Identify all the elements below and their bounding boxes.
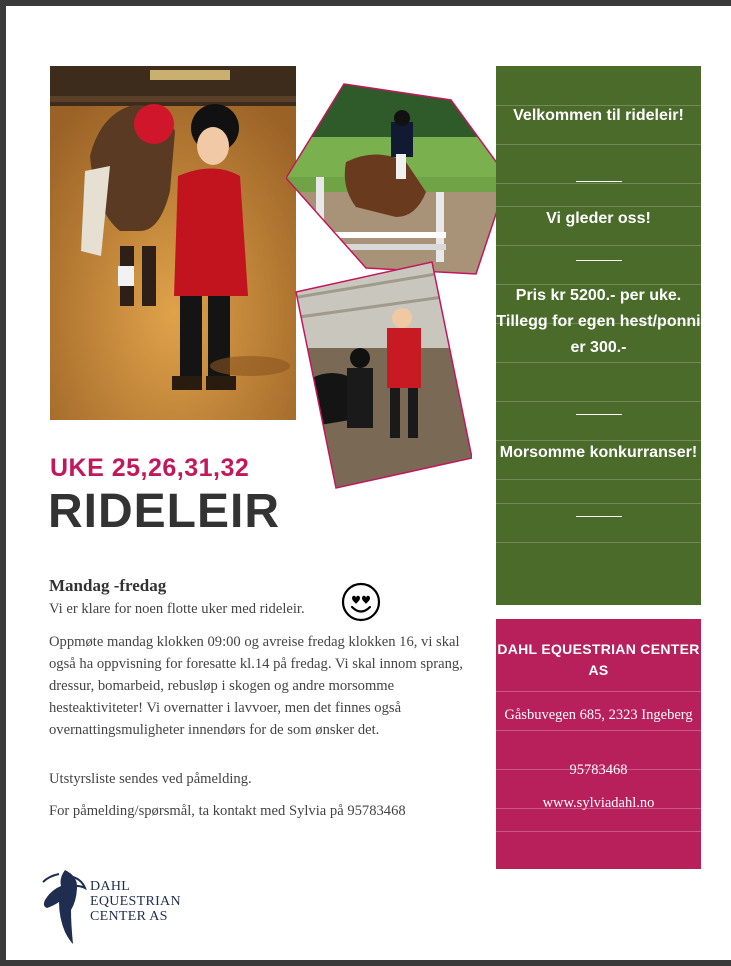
divider-line <box>576 260 622 261</box>
logo-line-2: EQUESTRIAN <box>90 894 181 909</box>
panel-rule <box>496 183 701 184</box>
flyer-page <box>6 6 731 960</box>
panel-rule <box>496 691 701 692</box>
competitions-text: Morsomme konkurranser! <box>499 444 698 461</box>
logo-line-3: CENTER AS <box>90 909 168 924</box>
girl-with-pony-photo <box>50 66 296 420</box>
horse-head-logo-icon <box>39 866 87 946</box>
panel-rule <box>496 503 701 504</box>
company-name: DAHL EQUESTRIAN CENTER AS <box>497 641 700 678</box>
contact-note: For påmelding/spørsmål, ta kontakt med Sylvia på 95783468 <box>49 803 406 819</box>
panel-rule <box>496 730 701 731</box>
phone-number: 95783468 <box>569 762 628 778</box>
divider-line <box>576 181 622 182</box>
logo-line-1: DAHL <box>90 879 131 894</box>
looking-forward-text: Vi gleder oss! <box>546 210 651 227</box>
equipment-note: Utstyrsliste sendes ved påmelding. <box>49 771 252 787</box>
website-link[interactable]: www.sylviadahl.no <box>542 795 655 811</box>
logo-wordmark <box>90 879 181 924</box>
price-text: Pris kr 5200.- per uke. Tillegg for egen hest/ponni er 300.- <box>496 287 701 356</box>
panel-rule <box>496 144 701 145</box>
welcome-text: Velkommen til rideleir! <box>513 107 684 124</box>
indoor-arena-photo <box>292 258 472 490</box>
camp-details-text: Oppmøte mandag klokken 09:00 og avreise fredag klokken 16, vi skal også ha oppvisning for foresatte kl.14 på fredag. Vi skal innom sprang, dressur, bomarbeid, rebusløp i skogen og andre morsomme hesteaktiviteter! Vi overnatter i lavvoer, men det finnes også overnattingsmuligheter innendørs for de som ønsker det. <box>49 634 463 738</box>
panel-rule <box>496 542 701 543</box>
divider-line <box>576 414 622 415</box>
panel-rule <box>496 362 701 363</box>
panel-rule <box>496 831 701 832</box>
contact-panel-pink <box>496 619 701 869</box>
intro-text: Vi er klare for noen flotte uker med rideleir. <box>49 601 305 617</box>
divider-line <box>576 516 622 517</box>
panel-rule <box>496 245 701 246</box>
info-panel-green <box>496 66 701 605</box>
address-text: Gåsbuvegen 685, 2323 Ingeberg <box>504 707 693 723</box>
panel-rule <box>496 401 701 402</box>
show-jumping-photo <box>286 82 508 278</box>
week-numbers-heading: UKE 25,26,31,32 <box>50 454 250 482</box>
page-title: RIDELEIR <box>48 485 281 538</box>
heart-eyes-smiley-icon <box>340 581 382 623</box>
panel-rule <box>496 479 701 480</box>
days-subheading: Mandag -fredag <box>49 576 167 595</box>
